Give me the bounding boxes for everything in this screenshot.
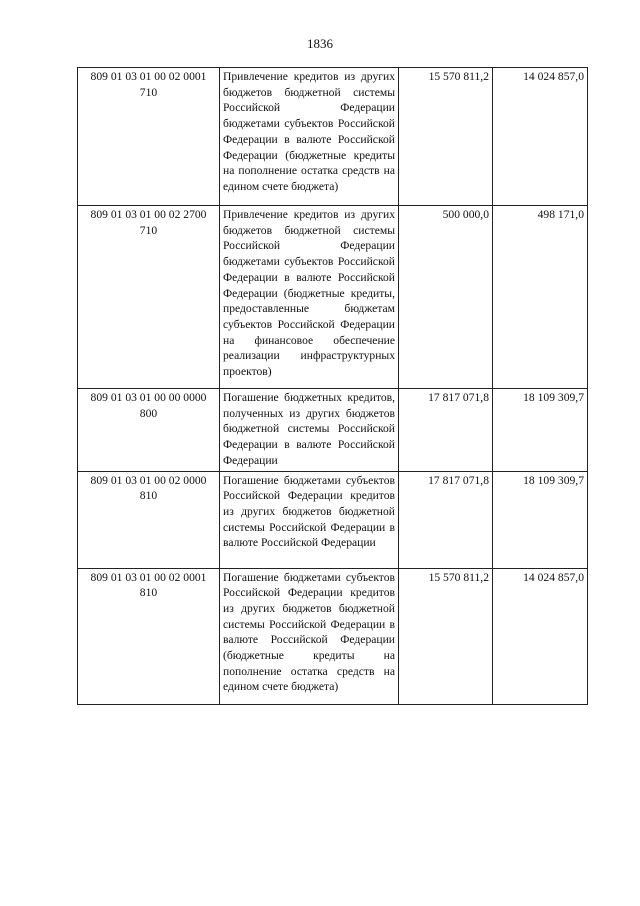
amount-cell: 14 024 857,0	[493, 568, 588, 704]
description-cell: Погашение бюджетных кредитов, полученных из других бюджетов бюджетной системы Российской Федерации в валюте Российской Федерации	[220, 389, 399, 472]
table-row	[78, 568, 588, 704]
table-row	[78, 206, 588, 389]
budget-code-cell: 809 01 03 01 00 02 0001 810	[78, 568, 220, 704]
budget-code-cell: 809 01 03 01 00 02 0001 710	[78, 68, 220, 206]
amount-cell: 17 817 071,8	[399, 471, 493, 568]
budget-code-cell: 809 01 03 01 00 02 0000 810	[78, 471, 220, 568]
amount-cell: 15 570 811,2	[399, 568, 493, 704]
table-row	[78, 68, 588, 206]
table-row	[78, 389, 588, 472]
description-cell: Погашение бюджетами субъектов Российской Федерации кредитов из других бюджетов бюджетной системы Российской Федерации в валюте Российской Федерации (бюджетные кредиты на пополнение остатка средств на едином счете бюджета)	[220, 568, 399, 704]
amount-cell: 17 817 071,8	[399, 389, 493, 472]
budget-table	[77, 67, 588, 705]
description-cell: Привлечение кредитов из других бюджетов бюджетной системы Российской Федерации бюджетами субъектов Российской Федерации в валюте Российской Федерации (бюджетные кредиты на пополнение остатка средств на едином счете бюджета)	[220, 68, 399, 206]
page-number: 1836	[307, 36, 333, 51]
amount-cell: 18 109 309,7	[493, 471, 588, 568]
amount-cell: 500 000,0	[399, 206, 493, 389]
description-cell: Привлечение кредитов из других бюджетов бюджетной системы Российской Федерации бюджетами субъектов Российской Федерации в валюте Российской Федерации (бюджетные кредиты, предоставленные бюджетам субъектов Российской Федерации на финансовое обеспечение реализации инфраструктурных проектов)	[220, 206, 399, 389]
amount-cell: 18 109 309,7	[493, 389, 588, 472]
description-cell: Погашение бюджетами субъектов Российской Федерации кредитов из других бюджетов бюджетной системы Российской Федерации в валюте Российской Федерации	[220, 471, 399, 568]
amount-cell: 15 570 811,2	[399, 68, 493, 206]
budget-code-cell: 809 01 03 01 00 02 2700 710	[78, 206, 220, 389]
table-row	[78, 471, 588, 568]
amount-cell: 14 024 857,0	[493, 68, 588, 206]
budget-code-cell: 809 01 03 01 00 00 0000 800	[78, 389, 220, 472]
amount-cell: 498 171,0	[493, 206, 588, 389]
